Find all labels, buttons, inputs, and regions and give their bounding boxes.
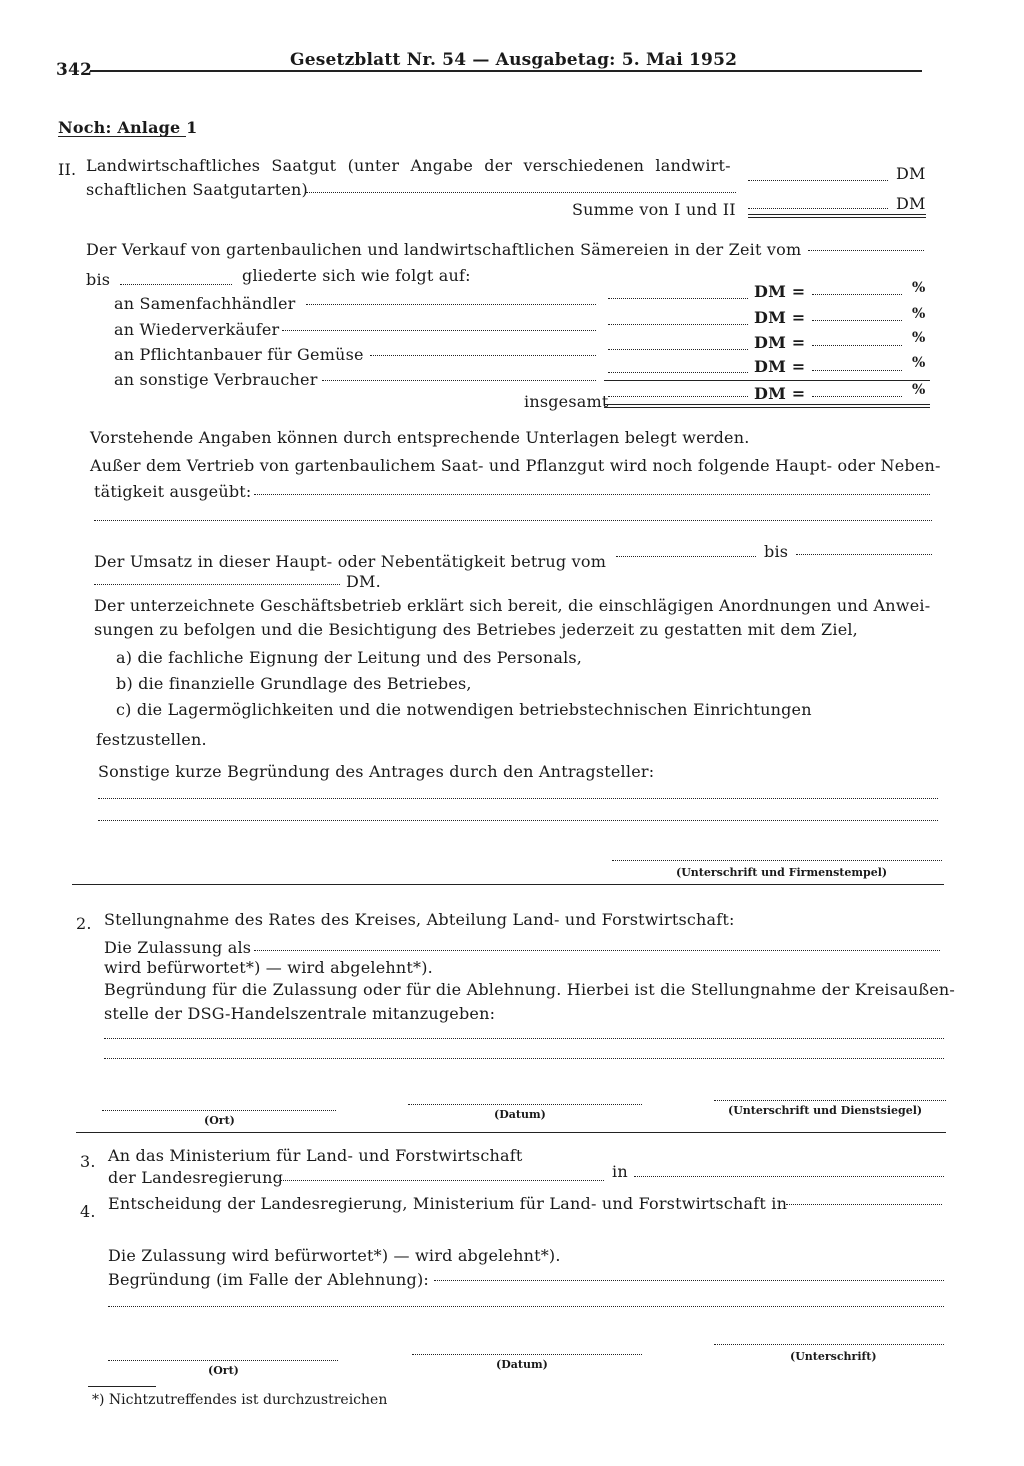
section2-currency: DM [896,164,926,183]
sales-gliederte: gliederte sich wie folgt auf: [242,266,471,285]
footnote-rule [88,1386,156,1387]
row-percent-field[interactable] [812,345,902,346]
evidence-statement: Vorstehende Angaben können durch entsprechende Unterlagen belegt werden. [90,428,750,447]
total-double-rule [604,404,930,408]
activity-field-continued[interactable] [94,520,932,521]
sales-row-label: an Pflichtanbauer für Gemüse [114,345,364,364]
footnote: *) Nichtzutreffendes ist durchzustreichen [92,1392,388,1408]
sum-currency: DM [896,194,926,213]
turnover-bis: bis [764,542,789,561]
part4-reason-field[interactable] [434,1280,944,1281]
part4-ort-caption: (Ort) [208,1364,239,1377]
part2-reason-line2: stelle der DSG-Handelszentrale mitanzugeben: [104,1004,496,1023]
page-number: 342 [56,60,93,80]
sum-double-rule [748,214,926,218]
total-percent-field[interactable] [812,396,902,397]
dm-equals: DM = [754,308,806,327]
part4-signature-caption: (Unterschrift) [790,1350,877,1363]
sales-to-field[interactable] [120,284,232,285]
row-leader [322,380,596,381]
commitment-item-b: b) die finanzielle Grundlage des Betriebes, [116,674,472,693]
part3-government-field[interactable] [280,1180,604,1181]
annex-label: Noch: Anlage 1 [58,118,198,137]
section2-amount-field[interactable] [748,180,888,181]
part4-date-caption: (Datum) [496,1358,548,1371]
activity-line1: Außer dem Vertrieb von gartenbaulichem Saat- und Pflanzgut wird noch folgende Haupt- oder Neben- [90,456,941,475]
signature-field[interactable] [612,860,942,861]
signature1-caption: (Unterschrift und Firmenstempel) [676,866,888,879]
sales-bis: bis [86,270,111,289]
turnover-dm: DM. [346,572,381,591]
row-percent-field[interactable] [812,370,902,371]
activity-line2: tätigkeit ausgeübt: [94,482,252,501]
section2-leader [306,192,736,193]
part2-reason-field-continued[interactable] [104,1058,944,1059]
sales-from-field[interactable] [808,250,924,251]
part2-reason-line1: Begründung für die Zulassung oder für die Ablehnung. Hierbei ist die Stellungnahme der Kreisaußen- [104,980,956,999]
commitment-line2: sungen zu befolgen und die Besichtigung des Betriebes jederzeit zu gestatten mit dem Ziel, [94,620,858,639]
reason-label: Sonstige kurze Begründung des Antrages durch den Antragsteller: [98,762,655,781]
row-amount-field[interactable] [608,298,748,299]
percent-sign: % [912,306,926,322]
sales-total-label: insgesamt [524,392,609,411]
part3-line2: der Landesregierung [108,1168,284,1187]
commitment-end: festzustellen. [96,730,207,749]
reason-field-continued[interactable] [98,820,938,821]
row-percent-field[interactable] [812,320,902,321]
total-amount-field[interactable] [608,396,748,397]
row-percent-field[interactable] [812,294,902,295]
part2-signature-field[interactable] [714,1100,946,1101]
part2-title: Stellungnahme des Rates des Kreises, Abteilung Land- und Forstwirtschaft: [104,910,735,929]
percent-sign: % [912,355,926,371]
row-amount-field[interactable] [608,324,748,325]
section2-line2: schaftlichen Saatgutarten) [86,180,309,199]
turnover-amount-field[interactable] [94,584,340,585]
part2-verdict: wird befürwortet*) — wird abgelehnt*). [104,958,433,977]
dm-equals: DM = [754,384,806,403]
subtotal-rule [604,380,930,381]
header-rule [90,70,922,72]
sum-amount-field[interactable] [748,208,888,209]
part2-admission: Die Zulassung als [104,938,252,957]
part4-line1: Entscheidung der Landesregierung, Ministerium für Land- und Forstwirtschaft in [108,1194,788,1213]
part4-verdict: Die Zulassung wird befürwortet*) — wird abgelehnt*). [108,1246,561,1265]
commitment-line1: Der unterzeichnete Geschäftsbetrieb erklärt sich bereit, die einschlägigen Anordnungen und Anwei- [94,596,931,615]
turnover-statement: Der Umsatz in dieser Haupt- oder Nebentätigkeit betrug vom [94,552,607,571]
part3-number: 3. [80,1152,96,1171]
part2-ort-field[interactable] [102,1110,336,1111]
admission-field[interactable] [254,950,940,951]
dm-equals: DM = [754,282,806,301]
sum-label: Summe von I und II [572,200,736,219]
sales-row-label: an sonstige Verbraucher [114,370,318,389]
turnover-from-field[interactable] [616,556,756,557]
turnover-to-field[interactable] [796,554,932,555]
part4-date-field[interactable] [412,1354,642,1355]
part2-signature-caption: (Unterschrift und Dienstsiegel) [728,1104,923,1117]
part4-signature-field[interactable] [714,1344,944,1345]
section2-numeral: II. [58,160,77,179]
part3-in: in [612,1162,628,1181]
dm-equals: DM = [754,333,806,352]
row-leader [306,304,596,305]
part3-location-field[interactable] [634,1176,944,1177]
dm-equals: DM = [754,357,806,376]
part4-location-field[interactable] [786,1204,942,1205]
part2-number: 2. [76,914,92,933]
sales-row-label: an Samenfachhändler [114,294,296,313]
page-header-title: Gesetzblatt Nr. 54 — Ausgabetag: 5. Mai 1952 [290,50,738,70]
activity-field[interactable] [254,494,930,495]
sales-row-label: an Wiederverkäufer [114,320,280,339]
annex-underline [58,136,186,137]
section-separator [72,884,944,885]
part2-ort-caption: (Ort) [204,1114,235,1127]
row-leader [370,355,596,356]
commitment-item-c: c) die Lagermöglichkeiten und die notwendigen betriebstechnischen Einrichtungen [116,700,812,719]
reason-field[interactable] [98,798,938,799]
percent-sign: % [912,280,926,296]
row-leader [282,330,596,331]
sales-intro: Der Verkauf von gartenbaulichen und landwirtschaftlichen Sämereien in der Zeit vom [86,240,802,259]
commitment-item-a: a) die fachliche Eignung der Leitung und des Personals, [116,648,583,667]
section-separator [76,1132,946,1133]
row-amount-field[interactable] [608,372,748,373]
percent-sign: % [912,382,926,398]
part4-reason-field-continued[interactable] [108,1306,944,1307]
part2-date-caption: (Datum) [494,1108,546,1121]
row-amount-field[interactable] [608,349,748,350]
part2-reason-field[interactable] [104,1038,944,1039]
part4-ort-field[interactable] [108,1360,338,1361]
section2-line1: Landwirtschaftliches Saatgut (unter Angabe der verschiedenen landwirt- [86,156,731,175]
percent-sign: % [912,330,926,346]
part2-date-field[interactable] [408,1104,642,1105]
part3-line1: An das Ministerium für Land- und Forstwirtschaft [108,1146,523,1165]
part4-reason: Begründung (im Falle der Ablehnung): [108,1270,429,1289]
part4-number: 4. [80,1202,96,1221]
